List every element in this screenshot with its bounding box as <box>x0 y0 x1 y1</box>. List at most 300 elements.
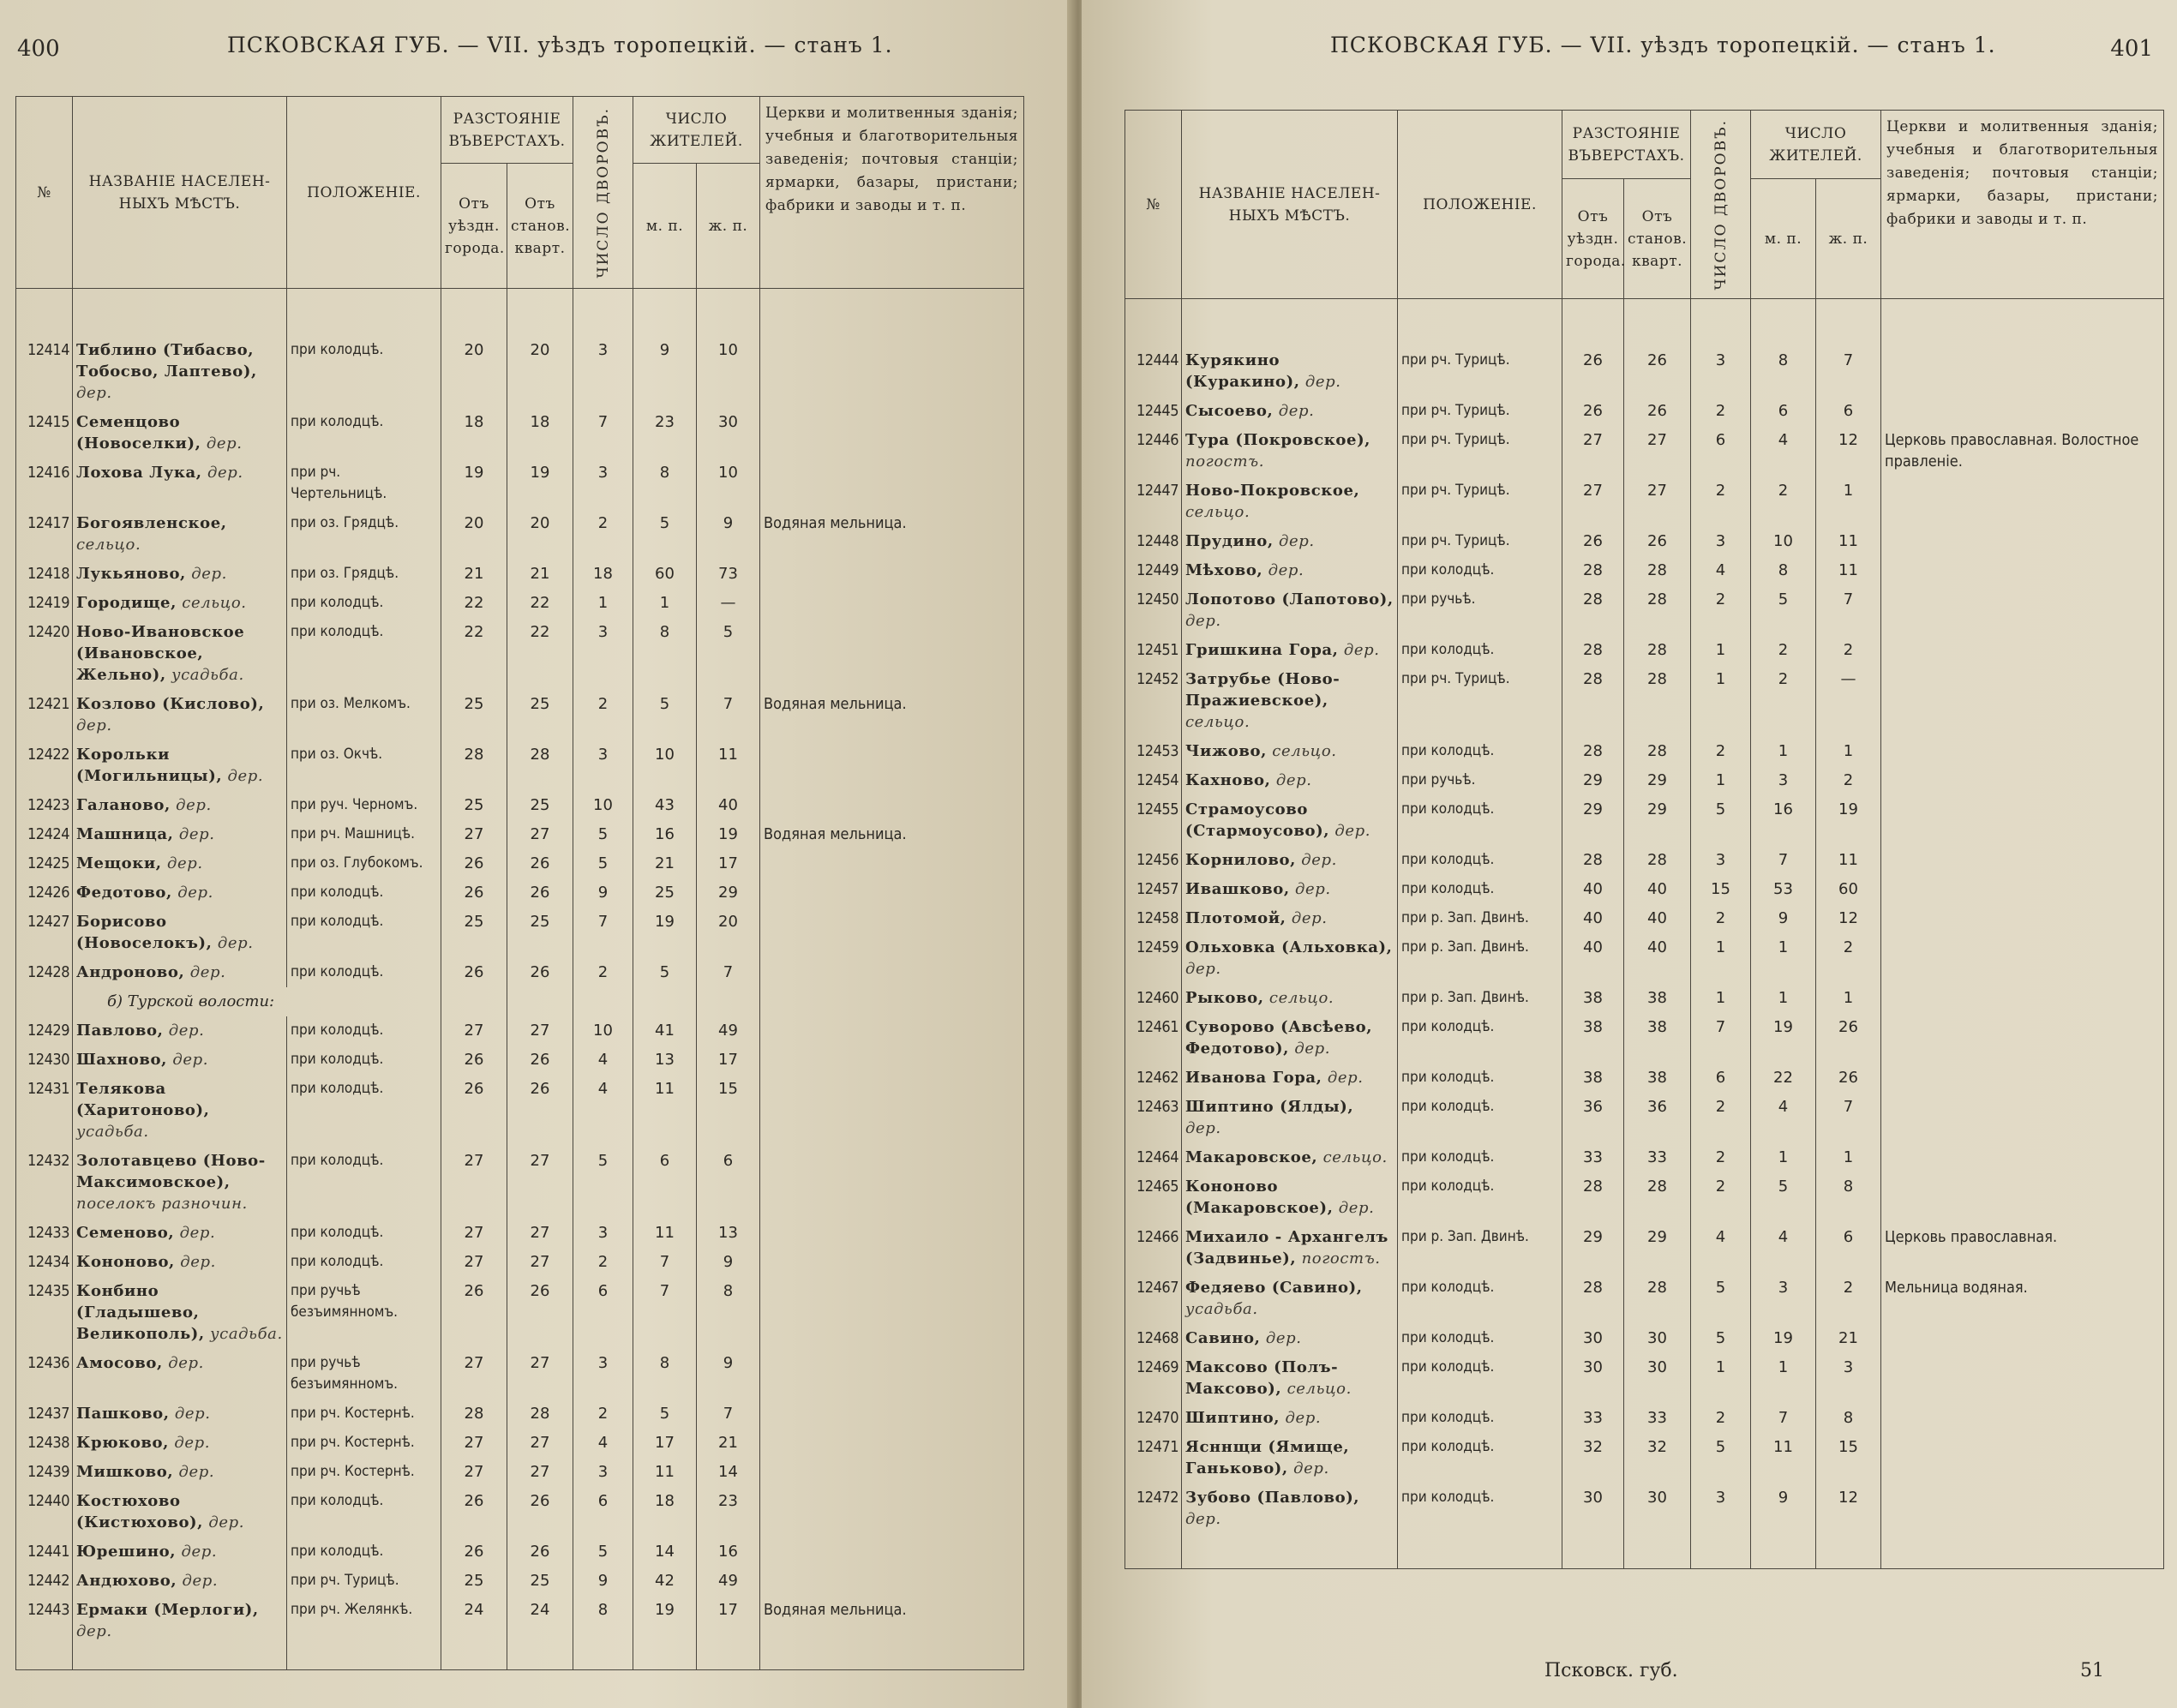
distance-city: 28 <box>1562 585 1624 636</box>
settlement-name-cell <box>73 458 287 509</box>
females: 26 <box>1816 1064 1881 1093</box>
settlements-table-right <box>1124 110 2164 1569</box>
settlement-type: поселокъ разночин. <box>76 1195 248 1213</box>
settlement-name: Семенцово (Новоселки), <box>76 413 201 452</box>
females: 60 <box>1816 875 1881 904</box>
females: 1 <box>1816 737 1881 766</box>
col-population: ЧИСЛО ЖИТЕЛЕЙ. <box>1751 111 1881 179</box>
settlement-name-cell <box>73 1399 287 1429</box>
institutions-note <box>760 791 1024 820</box>
position: при р. Зап. Двинѣ. <box>1398 984 1562 1013</box>
settlement-type: дер. <box>1338 1199 1375 1217</box>
institutions-note <box>760 1487 1024 1537</box>
distance-stan: 38 <box>1624 1013 1691 1064</box>
distance-stan: 26 <box>1624 527 1691 556</box>
distance-city: 40 <box>1562 933 1624 984</box>
settlement-name: Лопотово (Лапотово), <box>1185 590 1394 608</box>
position: при колодцѣ. <box>1398 1013 1562 1064</box>
males: 5 <box>1751 585 1816 636</box>
households: 1 <box>1691 636 1751 665</box>
settlement-type: дер. <box>182 1572 219 1590</box>
institutions-note <box>1881 476 2164 527</box>
households: 2 <box>573 1248 633 1277</box>
institutions-note <box>1881 984 2164 1013</box>
row-number: 12421 <box>16 690 73 740</box>
settlement-name-cell <box>1182 933 1398 984</box>
settlement-name-cell <box>1182 766 1398 795</box>
table-row <box>1125 397 2164 426</box>
households: 3 <box>573 458 633 509</box>
col-dist-stan: Отъ станов. кварт. <box>1624 179 1691 299</box>
settlement-type: дер. <box>1293 1459 1329 1477</box>
households: 3 <box>1691 846 1751 875</box>
distance-stan: 27 <box>1624 426 1691 476</box>
males: 25 <box>633 878 697 908</box>
settlement-name-cell <box>1182 665 1398 737</box>
settlement-type: дер. <box>174 1405 211 1423</box>
institutions-note <box>760 878 1024 908</box>
table-row <box>1125 585 2164 636</box>
distance-city: 29 <box>1562 1223 1624 1274</box>
institutions-note <box>760 1429 1024 1458</box>
position: при колодцѣ. <box>1398 1143 1562 1172</box>
males: 1 <box>1751 933 1816 984</box>
settlement-name: Ивашково, <box>1185 880 1290 898</box>
males: 17 <box>633 1429 697 1458</box>
distance-stan: 28 <box>507 740 573 791</box>
households: 2 <box>573 958 633 987</box>
table-row <box>16 1429 1024 1458</box>
distance-stan: 18 <box>507 408 573 458</box>
distance-city: 32 <box>1562 1433 1624 1483</box>
distance-city: 28 <box>1562 846 1624 875</box>
table-row <box>1125 1093 2164 1143</box>
males: 1 <box>1751 984 1816 1013</box>
row-number: 12415 <box>16 408 73 458</box>
table-body-left <box>16 289 1024 988</box>
settlement-name-cell <box>1182 585 1398 636</box>
row-number: 12414 <box>16 336 73 408</box>
position: при колодцѣ. <box>1398 846 1562 875</box>
males: 7 <box>1751 846 1816 875</box>
settlement-name: Костюхово (Кистюхово), <box>76 1492 204 1531</box>
females: 7 <box>1816 585 1881 636</box>
settlement-type: дер. <box>176 796 212 814</box>
distance-city: 27 <box>441 1349 507 1399</box>
position: при колодцѣ. <box>287 1219 441 1248</box>
settlement-name-cell <box>73 820 287 849</box>
males: 22 <box>1751 1064 1816 1093</box>
households: 15 <box>1691 875 1751 904</box>
females: 2 <box>1816 766 1881 795</box>
row-number: 12418 <box>16 560 73 589</box>
col-population: ЧИСЛО ЖИТЕЛЕЙ. <box>633 97 760 164</box>
settlement-name-cell <box>73 509 287 560</box>
settlement-type: сельцо. <box>1322 1148 1388 1166</box>
settlements-table-left <box>15 96 1024 1670</box>
distance-city: 27 <box>441 1429 507 1458</box>
institutions-note <box>1881 875 2164 904</box>
row-number: 12423 <box>16 791 73 820</box>
households: 5 <box>573 820 633 849</box>
distance-city: 38 <box>1562 984 1624 1013</box>
institutions-note <box>760 958 1024 987</box>
distance-stan: 26 <box>507 1277 573 1349</box>
settlement-name: Корольки (Могильницы), <box>76 746 223 785</box>
males: 43 <box>633 791 697 820</box>
row-number: 12440 <box>16 1487 73 1537</box>
distance-stan: 29 <box>1624 795 1691 846</box>
households: 5 <box>573 1537 633 1567</box>
distance-stan: 20 <box>507 336 573 408</box>
distance-city: 26 <box>441 1046 507 1075</box>
households: 6 <box>573 1487 633 1537</box>
institutions-note <box>760 458 1024 509</box>
settlement-type: дер. <box>1268 561 1304 579</box>
distance-stan: 26 <box>507 849 573 878</box>
settlement-type: дер. <box>178 1463 215 1481</box>
position: при рч. Чертельницѣ. <box>287 458 441 509</box>
table-row <box>16 589 1024 618</box>
institutions-note <box>1881 665 2164 737</box>
table-row <box>16 958 1024 987</box>
females: 73 <box>697 560 760 589</box>
settlement-name: Козлово (Кислово), <box>76 695 265 713</box>
males: 2 <box>1751 476 1816 527</box>
table-row <box>16 560 1024 589</box>
households: 2 <box>573 509 633 560</box>
distance-city: 28 <box>1562 1274 1624 1324</box>
col-name: НАЗВАНІЕ НАСЕЛЕН-НЫХЪ МѢСТЪ. <box>1182 111 1398 299</box>
col-num: № <box>1125 111 1182 299</box>
distance-stan: 27 <box>507 1147 573 1219</box>
households: 5 <box>1691 795 1751 846</box>
females: 11 <box>697 740 760 791</box>
distance-city: 24 <box>441 1596 507 1646</box>
row-number: 12472 <box>1125 1483 1182 1534</box>
settlement-name: Суворово (Авсѣево, Федотово), <box>1185 1018 1373 1058</box>
settlement-name-cell <box>73 1075 287 1147</box>
settlement-name: Городище, <box>76 594 177 612</box>
position: при р. Зап. Двинѣ. <box>1398 904 1562 933</box>
row-number: 12441 <box>16 1537 73 1567</box>
distance-stan: 26 <box>507 1487 573 1537</box>
settlement-name-cell <box>73 336 287 408</box>
position: при колодцѣ. <box>1398 795 1562 846</box>
table-row <box>16 1487 1024 1537</box>
table-row <box>1125 665 2164 737</box>
settlement-name: Страмоусово (Стармоусово), <box>1185 800 1330 840</box>
settlement-name: Пашково, <box>76 1405 170 1423</box>
institutions-note <box>1881 737 2164 766</box>
settlement-name-cell <box>73 1487 287 1537</box>
settlement-name-cell <box>73 1458 287 1487</box>
males: 11 <box>633 1219 697 1248</box>
col-female: ж. п. <box>1816 179 1881 299</box>
institutions-note <box>1881 556 2164 585</box>
table-row <box>16 1016 1024 1046</box>
settlement-name: Мещоки, <box>76 854 162 872</box>
distance-stan: 29 <box>1624 1223 1691 1274</box>
settlement-name: Кононово, <box>76 1253 175 1271</box>
settlement-type: дер. <box>1265 1329 1302 1347</box>
distance-stan: 25 <box>507 1567 573 1596</box>
distance-stan: 28 <box>1624 556 1691 585</box>
row-number: 12424 <box>16 820 73 849</box>
households: 4 <box>573 1075 633 1147</box>
settlement-name-cell <box>1182 1064 1398 1093</box>
settlement-name-cell <box>1182 795 1398 846</box>
distance-city: 28 <box>1562 556 1624 585</box>
institutions-note <box>1881 1324 2164 1353</box>
distance-stan: 28 <box>1624 1274 1691 1324</box>
households: 1 <box>1691 984 1751 1013</box>
settlement-type: дер. <box>76 1622 112 1640</box>
settlement-type: дер. <box>181 1543 218 1561</box>
position: при колодцѣ. <box>287 1016 441 1046</box>
distance-city: 29 <box>1562 766 1624 795</box>
females: 10 <box>697 336 760 408</box>
distance-stan: 26 <box>1624 397 1691 426</box>
col-households-label: ЧИСЛО ДВОРОВЪ. <box>594 106 612 279</box>
households: 4 <box>1691 556 1751 585</box>
running-header: ПСКОВСКАЯ ГУБ. — VII. уѣздъ торопецкій. — станъ 1. <box>227 33 893 57</box>
settlement-name-cell <box>1182 1143 1398 1172</box>
table-row <box>16 1399 1024 1429</box>
settlement-name-cell <box>73 849 287 878</box>
females: 5 <box>697 618 760 690</box>
settlement-name: Савино, <box>1185 1329 1261 1347</box>
settlement-name: Шахново, <box>76 1051 167 1069</box>
settlement-name-cell <box>1182 1172 1398 1223</box>
distance-stan: 26 <box>507 1046 573 1075</box>
institutions-note <box>1881 1353 2164 1404</box>
settlement-name-cell <box>1182 875 1398 904</box>
settlement-type: дер. <box>1185 1510 1221 1528</box>
settlement-name-cell <box>1182 1223 1398 1274</box>
institutions-note: Церковь православная. <box>1881 1223 2164 1274</box>
settlement-type: дер. <box>172 1051 209 1069</box>
settlement-name-cell <box>73 1147 287 1219</box>
males: 8 <box>1751 556 1816 585</box>
households: 5 <box>573 1147 633 1219</box>
settlement-name-cell <box>1182 904 1398 933</box>
row-number: 12445 <box>1125 397 1182 426</box>
distance-stan: 27 <box>507 820 573 849</box>
females: 23 <box>697 1487 760 1537</box>
distance-stan: 22 <box>507 618 573 690</box>
row-number: 12447 <box>1125 476 1182 527</box>
row-number: 12457 <box>1125 875 1182 904</box>
table-row <box>16 618 1024 690</box>
settlement-name-cell <box>73 878 287 908</box>
households: 2 <box>573 690 633 740</box>
table-row <box>16 408 1024 458</box>
settlement-name: Корнилово, <box>1185 851 1296 869</box>
distance-stan: 27 <box>507 1458 573 1487</box>
settlement-type: усадьба. <box>1185 1300 1258 1318</box>
row-number: 12469 <box>1125 1353 1182 1404</box>
institutions-note <box>1881 397 2164 426</box>
col-description: Церкви и молитвенныя зданія; учебныя и благотворительныя заведенія; почтовыя станціи; ярмарки, базары, пристани; фабрики и заводы и т. п. <box>760 97 1024 289</box>
distance-stan: 33 <box>1624 1143 1691 1172</box>
table-row <box>16 509 1024 560</box>
settlement-type: усадьба. <box>171 666 244 684</box>
institutions-note <box>760 908 1024 958</box>
distance-stan: 26 <box>507 1537 573 1567</box>
households: 6 <box>1691 1064 1751 1093</box>
households: 6 <box>573 1277 633 1349</box>
table-row <box>1125 1064 2164 1093</box>
settlement-type: дер. <box>177 884 213 902</box>
households: 5 <box>1691 1324 1751 1353</box>
settlement-type: дер. <box>1334 822 1371 840</box>
row-number: 12466 <box>1125 1223 1182 1274</box>
position: при рч. Турицѣ. <box>287 1567 441 1596</box>
settlement-name-cell <box>1182 527 1398 556</box>
institutions-note <box>1881 636 2164 665</box>
females: 17 <box>697 1596 760 1646</box>
settlement-name-cell <box>1182 1274 1398 1324</box>
distance-city: 26 <box>441 849 507 878</box>
females: 7 <box>1816 1093 1881 1143</box>
households: 3 <box>573 1219 633 1248</box>
households: 1 <box>1691 665 1751 737</box>
table-spacer <box>16 289 1024 337</box>
row-number: 12416 <box>16 458 73 509</box>
settlement-name-cell <box>73 408 287 458</box>
row-number: 12435 <box>16 1277 73 1349</box>
row-number: 12436 <box>16 1349 73 1399</box>
males: 8 <box>633 458 697 509</box>
row-number: 12454 <box>1125 766 1182 795</box>
table-row <box>16 1075 1024 1147</box>
females: 49 <box>697 1567 760 1596</box>
distance-stan: 27 <box>507 1429 573 1458</box>
males: 5 <box>633 509 697 560</box>
settlement-type: дер. <box>76 716 112 734</box>
col-distance: РАЗСТОЯНІЕ ВЪВЕРСТАХЪ. <box>1562 111 1691 179</box>
table-row <box>1125 846 2164 875</box>
institutions-note <box>1881 766 2164 795</box>
table-row <box>1125 875 2164 904</box>
settlement-name: Борисово (Новоселокъ), <box>76 913 213 952</box>
table-row <box>16 1147 1024 1219</box>
distance-stan: 20 <box>507 509 573 560</box>
settlement-type: дер. <box>1304 373 1341 391</box>
settlement-name: Шиптино, <box>1185 1409 1280 1427</box>
males: 2 <box>1751 636 1816 665</box>
table-row <box>16 336 1024 408</box>
institutions-note: Водяная мельница. <box>760 820 1024 849</box>
males: 3 <box>1751 766 1816 795</box>
position: при руч. Черномъ. <box>287 791 441 820</box>
table-row <box>16 690 1024 740</box>
settlement-name: Ермаки (Мерлоги), <box>76 1601 259 1619</box>
distance-stan: 26 <box>1624 346 1691 397</box>
institutions-note <box>760 1248 1024 1277</box>
females: 2 <box>1816 636 1881 665</box>
row-number: 12451 <box>1125 636 1182 665</box>
settlement-name: Кононово (Макаровское), <box>1185 1178 1334 1217</box>
row-number: 12453 <box>1125 737 1182 766</box>
institutions-note <box>1881 1013 2164 1064</box>
settlement-name: Андроново, <box>76 963 185 981</box>
males: 42 <box>633 1567 697 1596</box>
males: 18 <box>633 1487 697 1537</box>
position: при ручьѣ. <box>1398 766 1562 795</box>
households: 8 <box>573 1596 633 1646</box>
position: при рч. Костернѣ. <box>287 1429 441 1458</box>
settlement-type: дер. <box>1327 1069 1364 1087</box>
households: 2 <box>1691 1143 1751 1172</box>
row-number: 12464 <box>1125 1143 1182 1172</box>
position: при ручьѣ безъимянномъ. <box>287 1349 441 1399</box>
settlement-type: сельцо. <box>1272 742 1337 760</box>
institutions-note <box>1881 1143 2164 1172</box>
distance-city: 18 <box>441 408 507 458</box>
females: 11 <box>1816 846 1881 875</box>
distance-city: 30 <box>1562 1483 1624 1534</box>
settlement-type: сельцо. <box>1185 713 1250 731</box>
settlement-name: Юрешино, <box>76 1543 177 1561</box>
settlement-name-cell <box>1182 636 1398 665</box>
settlement-name-cell <box>73 1219 287 1248</box>
distance-stan: 24 <box>507 1596 573 1646</box>
settlement-name-cell <box>73 1429 287 1458</box>
row-number: 12455 <box>1125 795 1182 846</box>
settlement-name: Плотомой, <box>1185 909 1286 927</box>
settlement-type: дер. <box>1275 771 1312 789</box>
col-name: НАЗВАНІЕ НАСЕЛЕН-НЫХЪ МѢСТЪ. <box>73 97 287 289</box>
institutions-note <box>1881 1093 2164 1143</box>
settlement-name-cell <box>73 791 287 820</box>
females: 6 <box>1816 397 1881 426</box>
settlement-name: Ново-Покровское, <box>1185 482 1360 500</box>
females: 12 <box>1816 904 1881 933</box>
distance-city: 26 <box>441 1537 507 1567</box>
females: 6 <box>697 1147 760 1219</box>
settlement-name: Максово (Полъ-Максово), <box>1185 1358 1339 1398</box>
settlement-name-cell <box>1182 1013 1398 1064</box>
distance-city: 27 <box>441 1147 507 1219</box>
households: 1 <box>573 589 633 618</box>
males: 8 <box>1751 346 1816 397</box>
row-number: 12419 <box>16 589 73 618</box>
males: 5 <box>1751 1172 1816 1223</box>
distance-stan: 25 <box>507 791 573 820</box>
settlement-type: дер. <box>168 1022 205 1040</box>
settlement-type: дер. <box>207 464 243 482</box>
row-number: 12427 <box>16 908 73 958</box>
table-body-right <box>1125 299 2164 1535</box>
institutions-note <box>760 1567 1024 1596</box>
females: 8 <box>1816 1404 1881 1433</box>
table-row <box>1125 527 2164 556</box>
institutions-note <box>760 560 1024 589</box>
settlement-type: дер. <box>1279 532 1315 550</box>
households: 2 <box>1691 737 1751 766</box>
row-number: 12463 <box>1125 1093 1182 1143</box>
position: при колодцѣ. <box>287 1046 441 1075</box>
females: 26 <box>1816 1013 1881 1064</box>
settlement-name-cell <box>73 1537 287 1567</box>
row-number: 12471 <box>1125 1433 1182 1483</box>
males: 8 <box>633 618 697 690</box>
households: 2 <box>1691 1172 1751 1223</box>
table-row <box>1125 984 2164 1013</box>
distance-stan: 32 <box>1624 1433 1691 1483</box>
